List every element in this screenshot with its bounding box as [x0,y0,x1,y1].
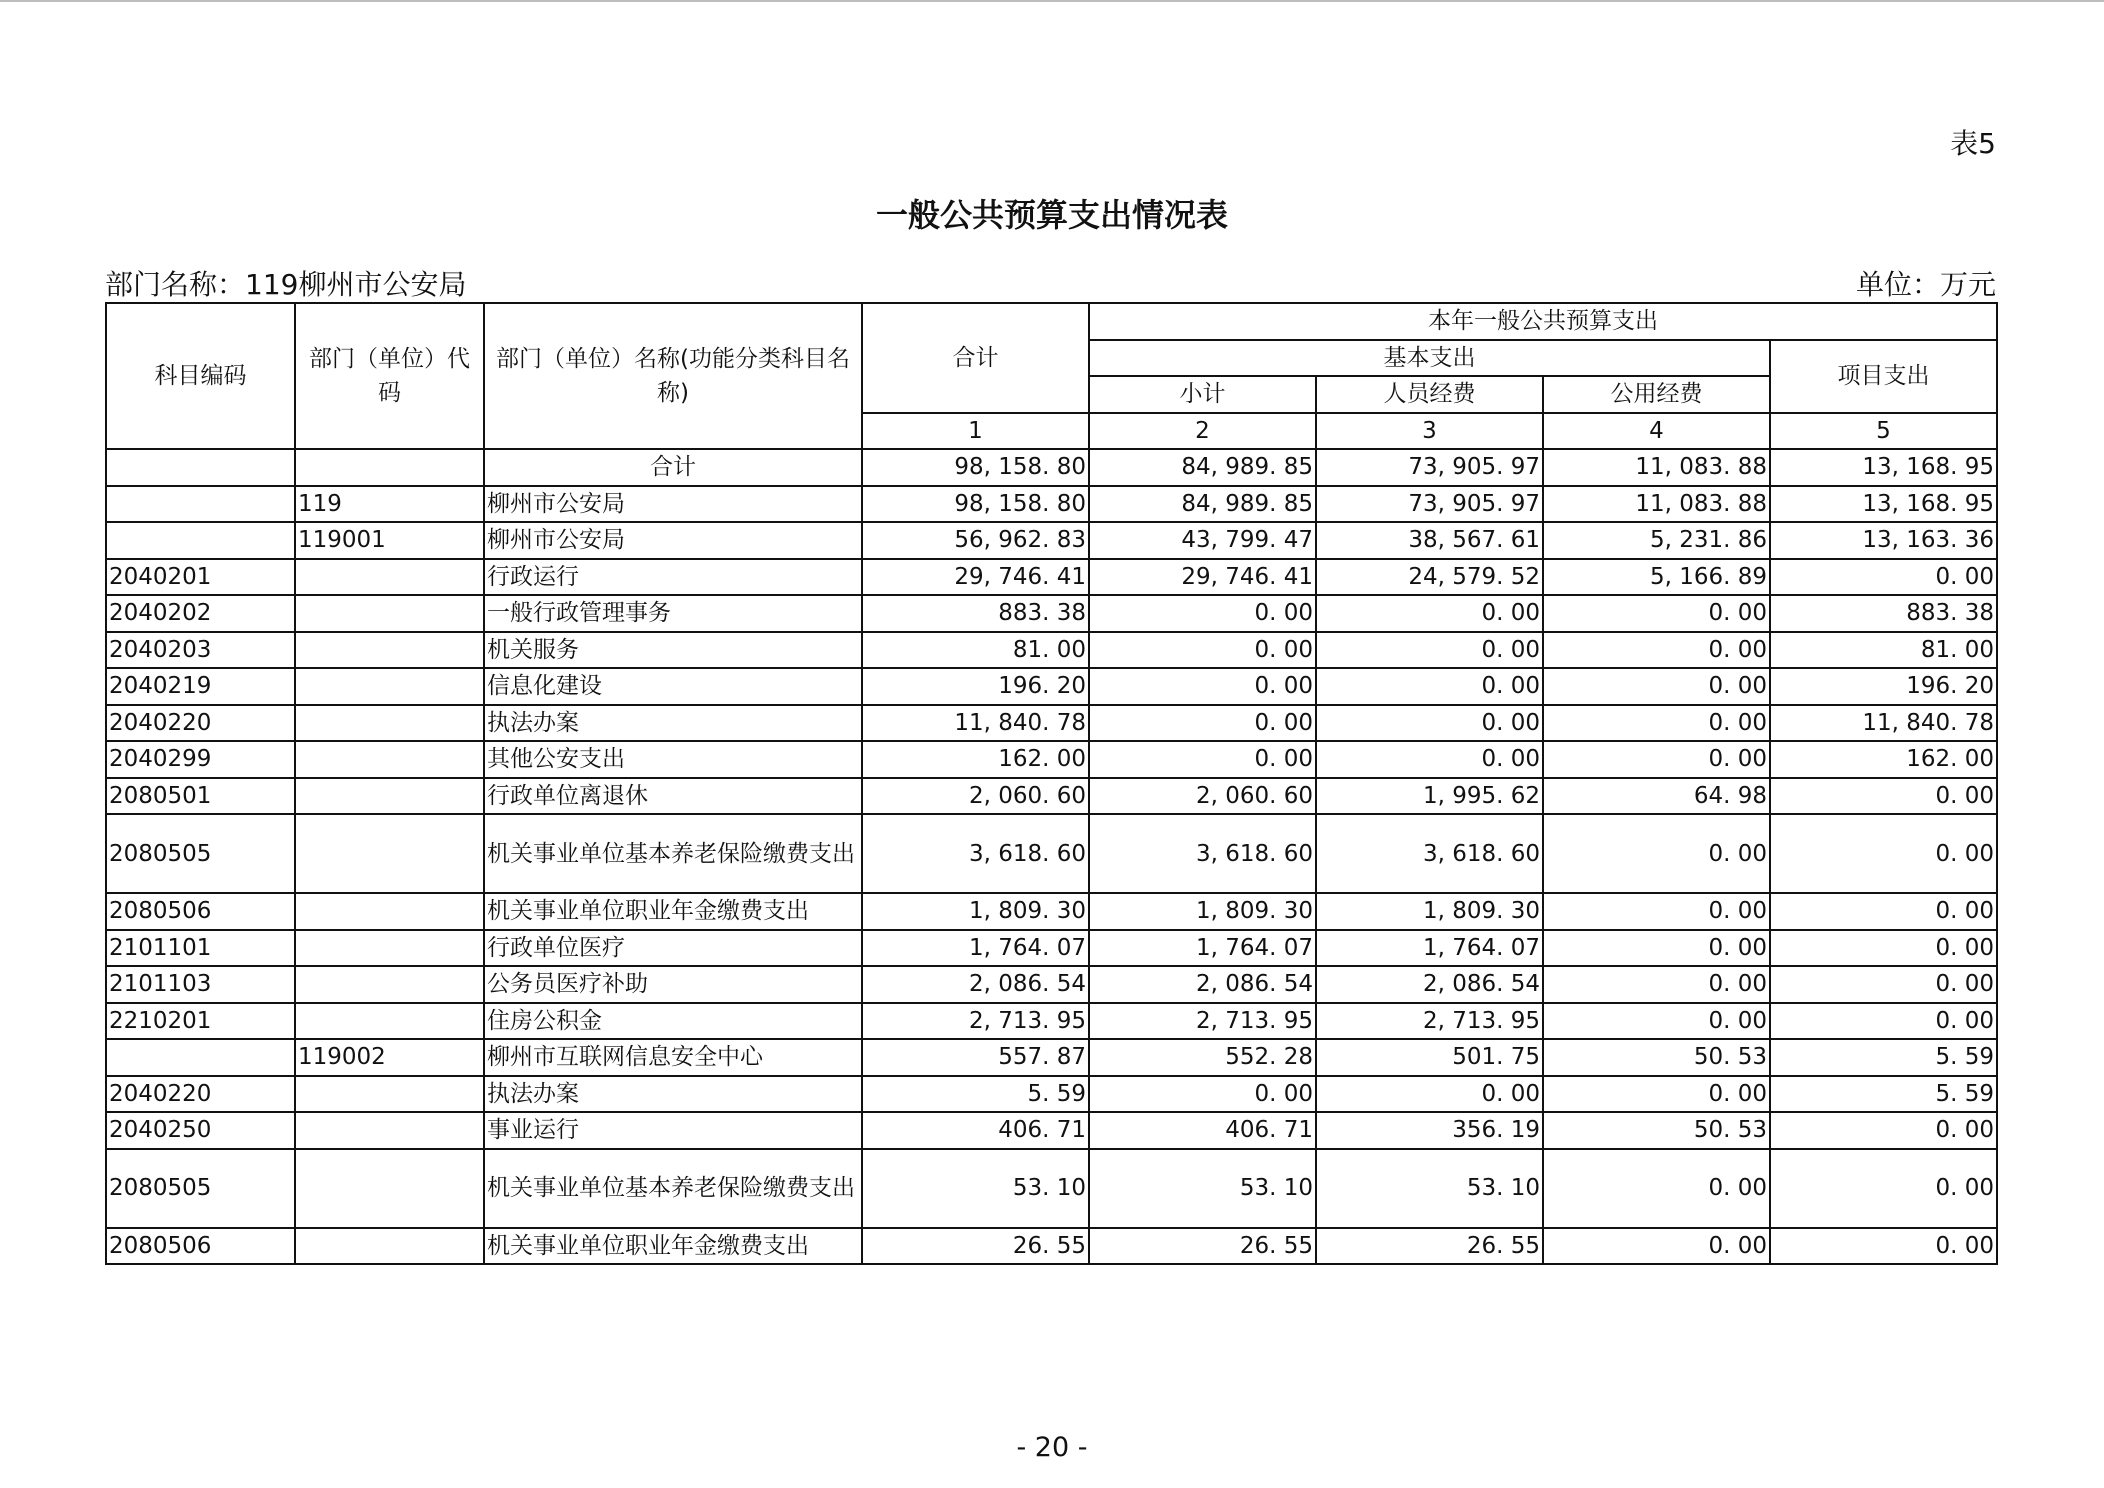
table-row [106,705,1997,742]
cell-public: 64. 98 [1543,778,1770,815]
cell-project: 0. 00 [1770,1228,1997,1265]
cell-code: 2210201 [106,1003,295,1040]
header-index-3: 3 [1316,413,1543,450]
cell-personnel: 1, 809. 30 [1316,893,1543,930]
cell-dept-code [295,705,484,742]
cell-personnel: 26. 55 [1316,1228,1543,1265]
cell-code: 2080506 [106,893,295,930]
table-row [106,559,1997,596]
cell-name: 合计 [484,449,862,486]
header-subtotal: 小计 [1089,376,1316,413]
cell-name: 机关服务 [484,632,862,669]
cell-subtotal: 53. 10 [1089,1149,1316,1228]
cell-project: 0. 00 [1770,966,1997,1003]
cell-name: 柳州市公安局 [484,486,862,523]
cell-public: 11, 083. 88 [1543,449,1770,486]
cell-subtotal: 0. 00 [1089,705,1316,742]
cell-dept-code [295,1112,484,1149]
cell-total: 56, 962. 83 [862,522,1089,559]
table-row [106,814,1997,893]
cell-code: 2040219 [106,668,295,705]
cell-code: 2101103 [106,966,295,1003]
table-body [106,449,1997,1264]
table-row [106,486,1997,523]
cell-code: 2040203 [106,632,295,669]
cell-dept-code [295,595,484,632]
cell-personnel: 0. 00 [1316,741,1543,778]
cell-subtotal: 0. 00 [1089,1076,1316,1113]
cell-public: 0. 00 [1543,1149,1770,1228]
cell-public: 0. 00 [1543,705,1770,742]
cell-public: 0. 00 [1543,632,1770,669]
cell-project: 883. 38 [1770,595,1997,632]
cell-total: 883. 38 [862,595,1089,632]
cell-dept-code: 119002 [295,1039,484,1076]
table-row [106,1228,1997,1265]
header-total: 合计 [862,303,1089,413]
table-row [106,778,1997,815]
cell-subtotal: 2, 713. 95 [1089,1003,1316,1040]
table-row [106,632,1997,669]
cell-total: 98, 158. 80 [862,449,1089,486]
cell-total: 2, 713. 95 [862,1003,1089,1040]
cell-total: 2, 060. 60 [862,778,1089,815]
cell-personnel: 356. 19 [1316,1112,1543,1149]
table-header [106,303,1997,449]
cell-total: 557. 87 [862,1039,1089,1076]
cell-personnel: 1, 764. 07 [1316,930,1543,967]
table-row [106,966,1997,1003]
cell-public: 11, 083. 88 [1543,486,1770,523]
header-personnel: 人员经费 [1316,376,1543,413]
cell-project: 0. 00 [1770,814,1997,893]
cell-public: 0. 00 [1543,595,1770,632]
cell-code: 2101101 [106,930,295,967]
cell-personnel: 2, 713. 95 [1316,1003,1543,1040]
cell-subtotal: 1, 764. 07 [1089,930,1316,967]
cell-code: 2040220 [106,705,295,742]
cell-public: 0. 00 [1543,741,1770,778]
cell-project: 11, 840. 78 [1770,705,1997,742]
cell-personnel: 73, 905. 97 [1316,449,1543,486]
top-border-line [0,0,2104,2]
cell-public: 0. 00 [1543,893,1770,930]
cell-code: 2040220 [106,1076,295,1113]
budget-table [105,302,1998,1265]
cell-total: 29, 746. 41 [862,559,1089,596]
table-row [106,1039,1997,1076]
cell-project: 13, 168. 95 [1770,449,1997,486]
header-index-4: 4 [1543,413,1770,450]
cell-name: 机关事业单位基本养老保险缴费支出 [484,814,862,893]
cell-subtotal: 3, 618. 60 [1089,814,1316,893]
cell-total: 81. 00 [862,632,1089,669]
cell-project: 162. 00 [1770,741,1997,778]
cell-subtotal: 2, 060. 60 [1089,778,1316,815]
cell-total: 3, 618. 60 [862,814,1089,893]
header-index-2: 2 [1089,413,1316,450]
page-title: 一般公共预算支出情况表 [875,196,1228,234]
cell-personnel: 24, 579. 52 [1316,559,1543,596]
table-row [106,1076,1997,1113]
cell-name: 行政运行 [484,559,862,596]
cell-dept-code [295,1228,484,1265]
cell-personnel: 2, 086. 54 [1316,966,1543,1003]
cell-total: 196. 20 [862,668,1089,705]
cell-dept-code: 119 [295,486,484,523]
cell-code [106,1039,295,1076]
cell-project: 0. 00 [1770,930,1997,967]
cell-code: 2040299 [106,741,295,778]
cell-subtotal: 1, 809. 30 [1089,893,1316,930]
cell-public: 0. 00 [1543,1003,1770,1040]
cell-public: 0. 00 [1543,1076,1770,1113]
cell-dept-code [295,1149,484,1228]
cell-code: 2040201 [106,559,295,596]
cell-subtotal: 2, 086. 54 [1089,966,1316,1003]
header-index-1: 1 [862,413,1089,450]
cell-dept-code [295,559,484,596]
cell-project: 0. 00 [1770,1149,1997,1228]
cell-total: 1, 809. 30 [862,893,1089,930]
cell-public: 50. 53 [1543,1112,1770,1149]
cell-name: 住房公积金 [484,1003,862,1040]
cell-personnel: 0. 00 [1316,668,1543,705]
cell-name: 其他公安支出 [484,741,862,778]
table-row [106,1149,1997,1228]
cell-personnel: 0. 00 [1316,595,1543,632]
cell-dept-code [295,814,484,893]
table-row [106,930,1997,967]
cell-name: 行政单位离退休 [484,778,862,815]
cell-name: 柳州市互联网信息安全中心 [484,1039,862,1076]
cell-project: 0. 00 [1770,1003,1997,1040]
cell-total: 1, 764. 07 [862,930,1089,967]
table-row [106,1003,1997,1040]
cell-name: 公务员医疗补助 [484,966,862,1003]
cell-personnel: 0. 00 [1316,705,1543,742]
cell-public: 5, 166. 89 [1543,559,1770,596]
cell-public: 0. 00 [1543,966,1770,1003]
cell-total: 406. 71 [862,1112,1089,1149]
table-row [106,668,1997,705]
table-row [106,522,1997,559]
cell-subtotal: 0. 00 [1089,741,1316,778]
cell-personnel: 1, 995. 62 [1316,778,1543,815]
cell-subtotal: 43, 799. 47 [1089,522,1316,559]
cell-total: 162. 00 [862,741,1089,778]
cell-name: 执法办案 [484,1076,862,1113]
cell-dept-code [295,449,484,486]
cell-project: 0. 00 [1770,559,1997,596]
cell-project: 5. 59 [1770,1076,1997,1113]
cell-dept-code [295,1003,484,1040]
header-basic-expenditure: 基本支出 [1089,340,1770,377]
cell-project: 0. 00 [1770,1112,1997,1149]
cell-personnel: 501. 75 [1316,1039,1543,1076]
cell-subtotal: 84, 989. 85 [1089,449,1316,486]
cell-public: 5, 231. 86 [1543,522,1770,559]
cell-personnel: 0. 00 [1316,1076,1543,1113]
cell-code: 2080505 [106,814,295,893]
cell-name: 一般行政管理事务 [484,595,862,632]
cell-code: 2040250 [106,1112,295,1149]
cell-code [106,449,295,486]
cell-dept-code [295,893,484,930]
cell-personnel: 53. 10 [1316,1149,1543,1228]
cell-personnel: 0. 00 [1316,632,1543,669]
cell-project: 81. 00 [1770,632,1997,669]
cell-total: 26. 55 [862,1228,1089,1265]
header-index-5: 5 [1770,413,1997,450]
page-number: - 20 - [1016,1432,1088,1463]
table-row [106,893,1997,930]
cell-name: 信息化建设 [484,668,862,705]
cell-personnel: 73, 905. 97 [1316,486,1543,523]
cell-total: 2, 086. 54 [862,966,1089,1003]
cell-subtotal: 552. 28 [1089,1039,1316,1076]
cell-code [106,522,295,559]
cell-code: 2080505 [106,1149,295,1228]
cell-subtotal: 26. 55 [1089,1228,1316,1265]
cell-project: 0. 00 [1770,778,1997,815]
cell-code [106,486,295,523]
cell-public: 0. 00 [1543,1228,1770,1265]
cell-public: 0. 00 [1543,814,1770,893]
cell-subtotal: 0. 00 [1089,595,1316,632]
cell-subtotal: 84, 989. 85 [1089,486,1316,523]
table-row [106,741,1997,778]
cell-name: 柳州市公安局 [484,522,862,559]
cell-dept-code: 119001 [295,522,484,559]
table-row [106,449,1997,486]
cell-name: 机关事业单位基本养老保险缴费支出 [484,1149,862,1228]
cell-name: 行政单位医疗 [484,930,862,967]
cell-project: 196. 20 [1770,668,1997,705]
cell-public: 50. 53 [1543,1039,1770,1076]
cell-total: 98, 158. 80 [862,486,1089,523]
cell-subtotal: 0. 00 [1089,632,1316,669]
header-project-expenditure: 项目支出 [1770,340,1997,413]
cell-code: 2080506 [106,1228,295,1265]
cell-total: 53. 10 [862,1149,1089,1228]
header-dept-code: 部门（单位）代码 [295,303,484,449]
table-row [106,595,1997,632]
table-number: 表5 [1950,127,1996,160]
header-subject-code: 科目编码 [106,303,295,449]
cell-name: 机关事业单位职业年金缴费支出 [484,1228,862,1265]
cell-total: 11, 840. 78 [862,705,1089,742]
header-year-general-budget: 本年一般公共预算支出 [1089,303,1997,340]
cell-project: 13, 168. 95 [1770,486,1997,523]
cell-subtotal: 406. 71 [1089,1112,1316,1149]
cell-dept-code [295,930,484,967]
cell-dept-code [295,668,484,705]
cell-name: 事业运行 [484,1112,862,1149]
unit-label: 单位：万元 [1855,268,1996,301]
cell-project: 0. 00 [1770,893,1997,930]
cell-project: 5. 59 [1770,1039,1997,1076]
cell-name: 执法办案 [484,705,862,742]
cell-dept-code [295,778,484,815]
cell-personnel: 38, 567. 61 [1316,522,1543,559]
cell-public: 0. 00 [1543,668,1770,705]
table-row [106,1112,1997,1149]
cell-code: 2040202 [106,595,295,632]
cell-name: 机关事业单位职业年金缴费支出 [484,893,862,930]
cell-public: 0. 00 [1543,930,1770,967]
cell-dept-code [295,632,484,669]
cell-dept-code [295,966,484,1003]
department-label: 部门名称：119柳州市公安局 [105,268,467,301]
cell-project: 13, 163. 36 [1770,522,1997,559]
cell-code: 2080501 [106,778,295,815]
cell-dept-code [295,1076,484,1113]
cell-total: 5. 59 [862,1076,1089,1113]
header-dept-name: 部门（单位）名称(功能分类科目名称) [484,303,862,449]
cell-personnel: 3, 618. 60 [1316,814,1543,893]
cell-dept-code [295,741,484,778]
cell-subtotal: 29, 746. 41 [1089,559,1316,596]
header-public: 公用经费 [1543,376,1770,413]
cell-subtotal: 0. 00 [1089,668,1316,705]
